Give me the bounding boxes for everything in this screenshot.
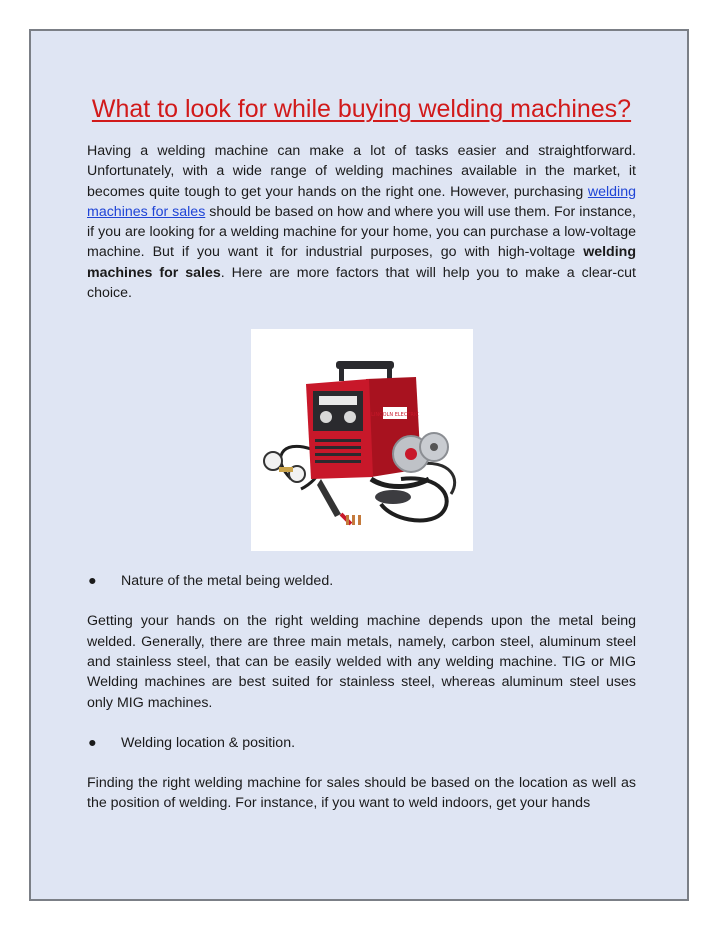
bullet-symbol: ●: [88, 734, 97, 751]
bullet-text: Nature of the metal being welded.: [121, 573, 334, 590]
intro-text-1: Having a welding machine can make a lot of tasks easier and straightforward. Unfortunately, with a wide range of welding machines available in the market, it becomes quite tough to get your hands on the right one. However, purchasing: [87, 143, 636, 200]
bullet-location: [87, 733, 636, 753]
intro-text-3: . Here are more factors that will help you to make a clear-cut choice.: [87, 264, 637, 302]
page-title: What to look for while buying welding machines?: [91, 95, 632, 123]
welding-machines-link[interactable]: welding machines for sales: [87, 183, 636, 220]
brand-label: LINCOLN ELECTRIC: [370, 412, 419, 419]
bullet-symbol: ●: [88, 573, 97, 590]
document-page: [29, 29, 689, 901]
intro-bold-keyword: welding machines for sales: [87, 244, 636, 281]
intro-paragraph: [87, 141, 636, 303]
metal-paragraph: Getting your hands on the right welding machine depends upon the metal being welded. Generally, there are three main metals, namely, carbon steel, aluminum steel and stainless steel, that can be easily welded with any welding machine. TIG or MIG Welding machines are best suited for stainless steel, whereas aluminum steel uses only MIG machines.: [87, 613, 636, 711]
intro-text-2: should be based on how and where you will use them. For instance, if you are looking for a welding machine for your home, you can purchase a low-voltage machine. But if you want it for industrial purposes, go with high-voltage: [87, 203, 636, 261]
welding-machine-illustration: [251, 329, 473, 551]
document-content: [87, 89, 636, 813]
bullet-metal: [87, 571, 636, 591]
welding-machine-image: [251, 329, 473, 551]
location-paragraph: Finding the right welding machine for sales should be based on the location as well as the position of welding. For instance, if you want to weld indoors, get your hands: [87, 774, 636, 812]
bullet-text: Welding location & position.: [121, 734, 296, 751]
